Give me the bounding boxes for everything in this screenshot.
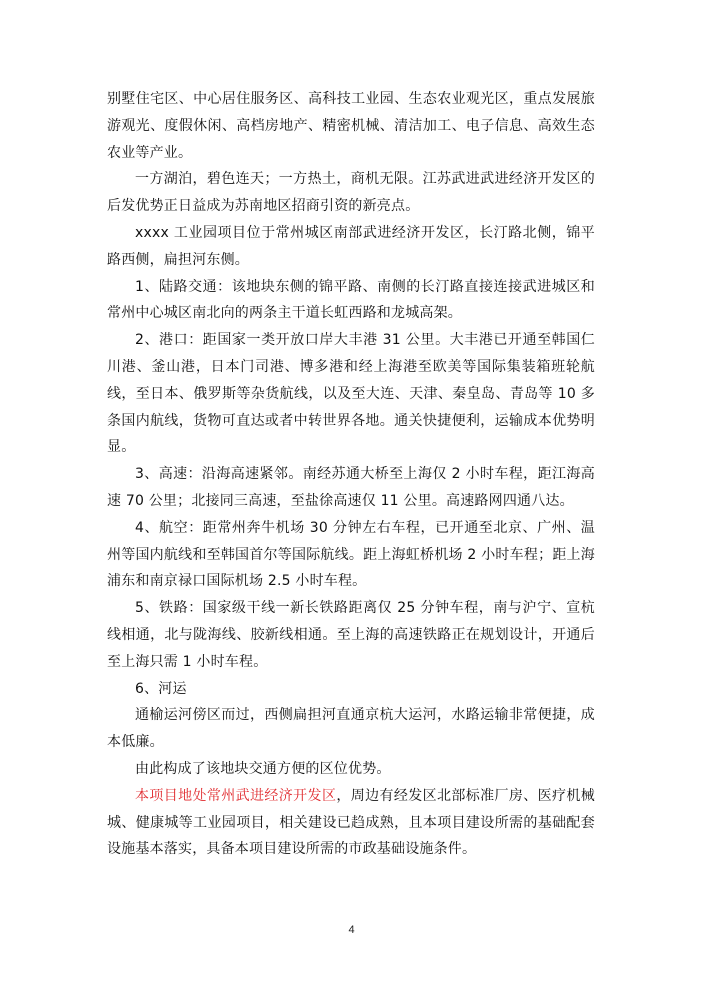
paragraph-highway: 3、高速：沿海高速紧邻。南经苏通大桥至上海仅 2 小时车程，距江海高速 70 公里；北接同三高速，至盐徐高速仅 11 公里。高速路网四通八达。 xyxy=(107,466,595,509)
paragraph-road-traffic: 1、陆路交通：该地块东侧的锦平路、南侧的长汀路直接连接武进城区和常州中心城区南北向的两条主干道长虹西路和龙城高架。 xyxy=(107,278,595,322)
paragraph-location: xxxx 工业园项目位于常州城区南部武进经济开发区，长汀路北侧，锦平路西侧，扁担河东侧。 xyxy=(107,224,595,268)
highlighted-text: 本项目地处常州武进经济开发区 xyxy=(135,787,337,804)
paragraph-industries: 别墅住宅区、中心居住服务区、高科技工业园、生态农业观光区，重点发展旅游观光、度假休闲、高档房地产、精密机械、清洁加工、电子信息、高效生态农业等产业。 xyxy=(107,91,595,161)
paragraph-railway: 5、铁路：国家级干线一新长铁路距离仅 25 分钟车程，南与沪宁、宣杭线相通，北与陇海线、胶新线相通。至上海的高速铁路正在规划设计，开通后至上海只需 1 小时车程。 xyxy=(107,600,595,670)
conclusion-text: ，周边有经发区北部标准厂房、医疗机械城、健康城等工业园项目，相关建设已趋成熟，且本项目建设所需的基础配套设施基本落实，具备本项目建设所需的市政基础设施条件。 xyxy=(107,787,595,858)
page-number: 4 xyxy=(348,924,355,936)
document-body xyxy=(107,86,595,863)
paragraph-advantage: 一方湖泊，碧色连天；一方热土，商机无限。江苏武进武进经济开发区的后发优势正日益成为苏南地区招商引资的新亮点。 xyxy=(107,171,595,215)
paragraph-conclusion xyxy=(107,783,595,863)
paragraph-aviation: 4、航空：距常州奔牛机场 30 分钟左右车程，已开通至北京、广州、温州等国内航线和至韩国首尔等国际航线。距上海虹桥机场 2 小时车程；距上海浦东和南京禄口国际机场 2.5 小时车程。 xyxy=(107,519,595,590)
paragraph-waterway-heading: 6、河运 xyxy=(135,680,187,697)
paragraph-port: 2、港口：距国家一类开放口岸大丰港 31 公里。大丰港已开通至韩国仁川港、釜山港，日本门司港、博多港和经上海港至欧美等国际集装箱班轮航线，至日本、俄罗斯等杂货航线，以及至大连、天津、秦皇岛、青岛等 10 多条国内航线，货物可直达或者中转世界各地。通关快捷便利，运输成本优势明显。 xyxy=(107,332,595,456)
paragraph-summary: 由此构成了该地块交通方便的区位优势。 xyxy=(135,760,391,777)
paragraph-waterway: 通榆运河傍区而过，西侧扁担河直通京杭大运河，水路运输非常便捷，成本低廉。 xyxy=(107,707,595,751)
